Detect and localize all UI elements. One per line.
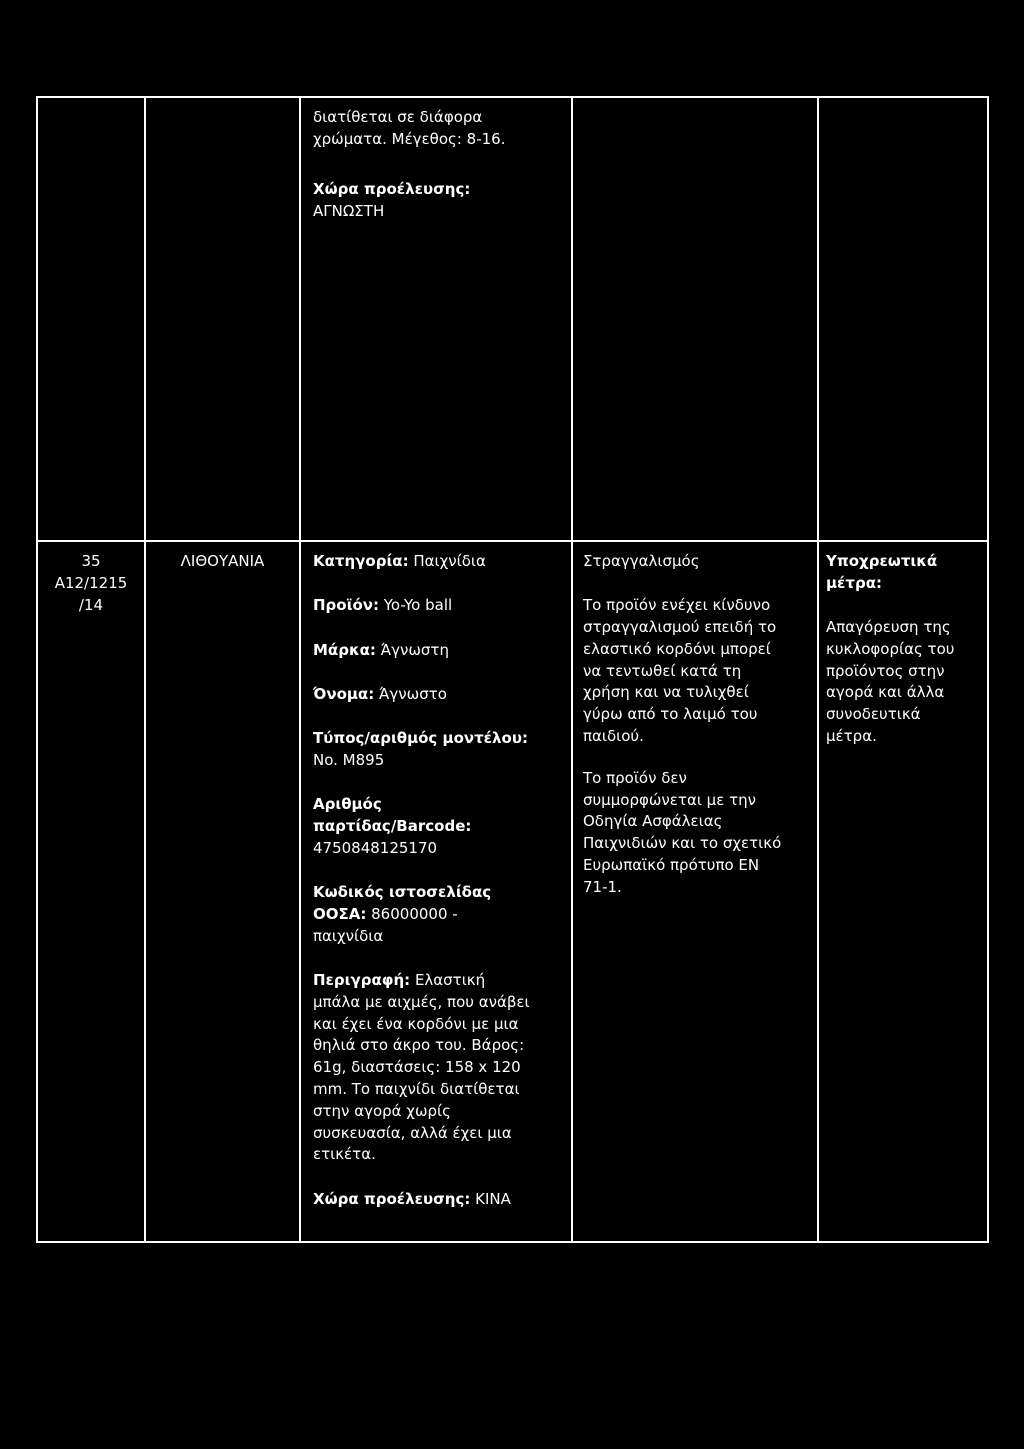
measures-cell xyxy=(819,542,987,1241)
entry-code-suffix: /14 xyxy=(78,595,104,614)
description-paragraph xyxy=(313,970,571,1166)
description-line: και έχει ένα κορδόνι με μια xyxy=(313,1014,519,1033)
brand-value: Άγνωστη xyxy=(380,640,449,659)
oecd-row xyxy=(313,904,571,926)
compliance-line: Οδηγία Ασφάλειας xyxy=(583,812,723,831)
measures-line: Απαγόρευση της xyxy=(826,618,951,637)
name-row xyxy=(313,684,571,706)
product-cell xyxy=(301,542,571,1241)
model-label: Τύπος/αριθμός μοντέλου: xyxy=(313,729,528,748)
continuation-risk-cell xyxy=(573,98,817,540)
description-tail-line: διατίθεται σε διάφορα xyxy=(313,108,483,126)
oecd-value: παιχνίδια xyxy=(313,926,384,945)
compliance-line: Παιχνιδιών και το σχετικό xyxy=(583,834,782,853)
risk-line: να τεντωθεί κατά τη xyxy=(583,661,742,680)
measures-heading xyxy=(826,551,987,595)
barcode-value: 4750848125170 xyxy=(313,838,438,857)
measures-line: προϊόντος στην xyxy=(826,661,945,680)
measures-line: συνοδευτικά xyxy=(826,705,921,724)
origin-value: ΚΙΝΑ xyxy=(475,1189,511,1208)
continuation-product-cell xyxy=(301,98,571,540)
measures-line: αγορά και άλλα xyxy=(826,683,945,702)
category-row xyxy=(313,551,571,573)
description-line: mm. Το παιχνίδι διατίθεται xyxy=(313,1080,520,1099)
description-label: Περιγραφή: xyxy=(313,971,411,990)
compliance-line: συμμορφώνεται με την xyxy=(583,790,757,809)
reference-cell xyxy=(38,542,144,1241)
description-row xyxy=(313,970,571,992)
description-line: μπάλα με αιχμές, που ανάβει xyxy=(313,992,530,1011)
origin-paragraph xyxy=(313,179,571,223)
measures-line: μέτρα. xyxy=(826,727,877,746)
measures-text xyxy=(826,617,987,748)
oecd-label: Κωδικός ιστοσελίδας xyxy=(313,883,492,902)
description-line: 61g, διαστάσεις: 158 x 120 xyxy=(313,1058,521,1077)
description-line: συσκευασία, αλλά έχει μια xyxy=(313,1123,512,1142)
origin-row xyxy=(313,1189,571,1211)
batch-label: Αριθμός xyxy=(313,795,382,814)
compliance-line: Το προϊόν δεν xyxy=(583,768,687,787)
compliance-paragraph xyxy=(583,768,817,899)
entry-code: A12/1215 xyxy=(54,573,128,592)
oecd-paragraph xyxy=(313,882,571,947)
brand-row xyxy=(313,640,571,662)
product-label: Προϊόν: xyxy=(313,596,379,615)
risk-line: στραγγαλισμού επειδή το xyxy=(583,618,777,637)
origin-label: Χώρα προέλευσης: xyxy=(313,1189,471,1208)
country-cell xyxy=(146,542,299,1241)
batch-paragraph xyxy=(313,794,571,859)
product-line xyxy=(313,595,571,617)
risk-type-paragraph xyxy=(583,551,817,573)
category-label: Κατηγορία: xyxy=(313,552,409,570)
batch-label: παρτίδας/Barcode: xyxy=(313,817,472,836)
compliance-line: 71-1. xyxy=(583,877,622,896)
compliance-line: Ευρωπαϊκό πρότυπο ΕΝ xyxy=(583,856,760,875)
description-tail xyxy=(313,107,571,151)
brand-line xyxy=(313,640,571,662)
continuation-reference-cell xyxy=(38,98,144,540)
description-line: ετικέτα. xyxy=(313,1145,376,1164)
oecd-label: ΟΟΣΑ: xyxy=(313,904,367,923)
measures-label: μέτρα: xyxy=(826,573,883,592)
name-value: Άγνωστο xyxy=(379,684,447,703)
description-tail-line: χρώματα. Μέγεθος: 8-16. xyxy=(313,129,506,148)
alert-table xyxy=(36,96,989,1243)
risk-line: γύρω από το λαιμό του xyxy=(583,705,758,724)
origin-value: ΑΓΝΩΣΤΗ xyxy=(313,201,385,220)
risk-line: Το προϊόν ενέχει κίνδυνο xyxy=(583,596,771,615)
product-row xyxy=(313,595,571,617)
product-value: Yo-Yo ball xyxy=(383,596,453,615)
name-line xyxy=(313,684,571,706)
notifying-country: ΛΙΘΟΥΑΝΙΑ xyxy=(180,552,265,570)
origin-label: Χώρα προέλευσης: xyxy=(313,180,471,199)
risk-line: χρήση και να τυλιχθεί xyxy=(583,683,749,702)
category-value: Παιχνίδια xyxy=(413,552,486,570)
description-line: Ελαστική xyxy=(414,971,486,990)
origin-line xyxy=(313,1189,571,1211)
risk-explanation xyxy=(583,595,817,748)
risk-type: Στραγγαλισμός xyxy=(583,552,700,570)
measures-label: Υποχρεωτικά xyxy=(826,552,938,570)
model-paragraph xyxy=(313,728,571,772)
description-line: στην αγορά χωρίς xyxy=(313,1101,451,1120)
description-line: θηλιά στο άκρο του. Βάρος: xyxy=(313,1036,525,1055)
continuation-measures-cell xyxy=(819,98,987,540)
measures-line: κυκλοφορίας του xyxy=(826,639,955,658)
brand-label: Μάρκα: xyxy=(313,640,376,659)
continuation-country-cell xyxy=(146,98,299,540)
risk-line: ελαστικό κορδόνι μπορεί xyxy=(583,639,771,658)
oecd-value: 86000000 - xyxy=(371,904,458,923)
category-line xyxy=(313,551,571,573)
name-label: Όνομα: xyxy=(313,684,375,703)
risk-cell xyxy=(573,542,817,1241)
entry-number: 35 xyxy=(81,552,101,570)
model-value: No. M895 xyxy=(313,750,385,769)
risk-line: παιδιού. xyxy=(583,727,644,746)
